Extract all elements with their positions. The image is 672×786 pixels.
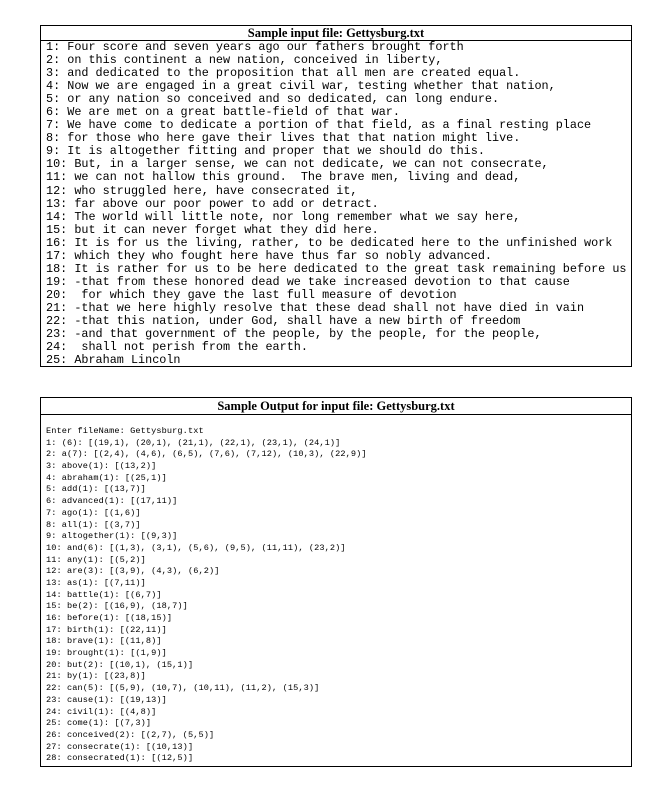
input-line: 19: -that from these honored dead we take increased devotion to that cause bbox=[46, 275, 570, 289]
input-line: 13: far above our poor power to add or detract. bbox=[46, 197, 379, 211]
input-line: 25: Abraham Lincoln bbox=[46, 354, 181, 368]
output-line: Enter fileName: Gettysburg.txt bbox=[46, 426, 204, 436]
output-line: 17: birth(1): [(22,11)] bbox=[46, 624, 167, 635]
output-line: 25: come(1): [(7,3)] bbox=[46, 718, 152, 729]
output-line: 23: cause(1): [(19,13)] bbox=[46, 694, 167, 705]
input-line: 8: for those who here gave their lives that that nation might live. bbox=[46, 132, 521, 146]
output-line: 6: advanced(1): [(17,11)] bbox=[46, 496, 178, 507]
output-line: 7: ago(1): [(1,6)] bbox=[46, 507, 141, 518]
output-line: 27: consecrate(1): [(10,13)] bbox=[46, 741, 194, 752]
input-line: 11: we can not hallow this ground. The brave men, living and dead, bbox=[46, 171, 521, 185]
output-line: 24: civil(1): [(4,8)] bbox=[46, 706, 157, 717]
output-line: 18: brave(1): [(11,8)] bbox=[46, 636, 162, 647]
output-line: 12: are(3): [(3,9), (4,3), (6,2)] bbox=[46, 566, 220, 577]
input-line: 4: Now we are engaged in a great civil war, testing whether that nation, bbox=[46, 80, 556, 94]
output-line: 28: consecrated(1): [(12,5)] bbox=[46, 753, 194, 764]
input-panel-title: Sample input file: Gettysburg.txt bbox=[41, 26, 631, 41]
input-line: 17: which they who fought here have thus far so nobly advanced. bbox=[46, 249, 492, 263]
output-line: 14: battle(1): [(6,7)] bbox=[46, 589, 162, 600]
output-line: 13: as(1): [(7,11)] bbox=[46, 577, 146, 588]
output-line: 9: altogether(1): [(9,3)] bbox=[46, 531, 178, 542]
input-line: 24: shall not perish from the earth. bbox=[46, 341, 308, 355]
output-line: 21: by(1): [(23,8)] bbox=[46, 671, 146, 682]
input-line: 6: We are met on a great battle-field of that war. bbox=[46, 106, 400, 120]
input-line: 16: It is for us the living, rather, to be dedicated here to the unfinished work bbox=[46, 236, 613, 250]
output-line: 4: abraham(1): [(25,1)] bbox=[46, 472, 167, 483]
input-file-lines bbox=[41, 41, 631, 367]
input-line: 14: The world will little note, nor long remember what we say here, bbox=[46, 210, 521, 224]
output-line: 2: a(7): [(2,4), (4,6), (6,5), (7,6), (7,12), (10,3), (22,9)] bbox=[46, 449, 367, 460]
output-line: 11: any(1): [(5,2)] bbox=[46, 554, 146, 565]
input-line: 15: but it can never forget what they did here. bbox=[46, 223, 379, 237]
input-line: 23: -and that government of the people, by the people, for the people, bbox=[46, 328, 542, 342]
output-line: 15: be(2): [(16,9), (18,7)] bbox=[46, 601, 188, 612]
input-line: 22: -that this nation, under God, shall have a new birth of freedom bbox=[46, 314, 521, 328]
output-line: 5: add(1): [(13,7)] bbox=[46, 484, 146, 495]
output-line: 26: conceived(2): [(2,7), (5,5)] bbox=[46, 729, 215, 740]
output-lines bbox=[46, 426, 631, 765]
input-line: 20: for which they gave the last full measure of devotion bbox=[46, 288, 457, 302]
output-line: 1: (6): [(19,1), (20,1), (21,1), (22,1), (23,1), (24,1)] bbox=[46, 437, 341, 448]
sample-input-panel bbox=[40, 25, 632, 367]
output-line: 16: before(1): [(18,15)] bbox=[46, 613, 173, 623]
output-line: 8: all(1): [(3,7)] bbox=[46, 519, 141, 530]
input-line: 5: or any nation so conceived and so dedicated, can long endure. bbox=[46, 93, 500, 107]
sample-output-panel bbox=[40, 397, 632, 767]
output-line: 10: and(6): [(1,3), (3,1), (5,6), (9,5), (11,11), (23,2)] bbox=[46, 542, 346, 553]
input-line: 1: Four score and seven years ago our fathers brought forth bbox=[46, 41, 464, 54]
input-line: 10: But, in a larger sense, we can not dedicate, we can not consecrate, bbox=[46, 158, 549, 172]
output-panel-title: Sample Output for input file: Gettysburg.txt bbox=[41, 398, 631, 415]
output-line: 3: above(1): [(13,2)] bbox=[46, 461, 157, 472]
output-line: 20: but(2): [(10,1), (15,1)] bbox=[46, 659, 194, 670]
output-line: 19: brought(1): [(1,9)] bbox=[46, 648, 167, 659]
input-line: 7: We have come to dedicate a portion of that field, as a final resting place bbox=[46, 119, 592, 133]
input-line: 3: and dedicated to the proposition that all men are created equal. bbox=[46, 67, 521, 81]
input-line: 12: who struggled here, have consecrated it, bbox=[46, 184, 358, 198]
input-line: 2: on this continent a new nation, conceived in liberty, bbox=[46, 54, 443, 68]
input-line: 9: It is altogether fitting and proper that we should do this. bbox=[46, 145, 485, 159]
input-line: 18: It is rather for us to be here dedicated to the great task remaining before us bbox=[46, 262, 627, 276]
output-line: 22: can(5): [(5,9), (10,7), (10,11), (11,2), (15,3)] bbox=[46, 683, 320, 694]
input-line: 21: -that we here highly resolve that these dead shall not have died in vain bbox=[46, 301, 585, 315]
